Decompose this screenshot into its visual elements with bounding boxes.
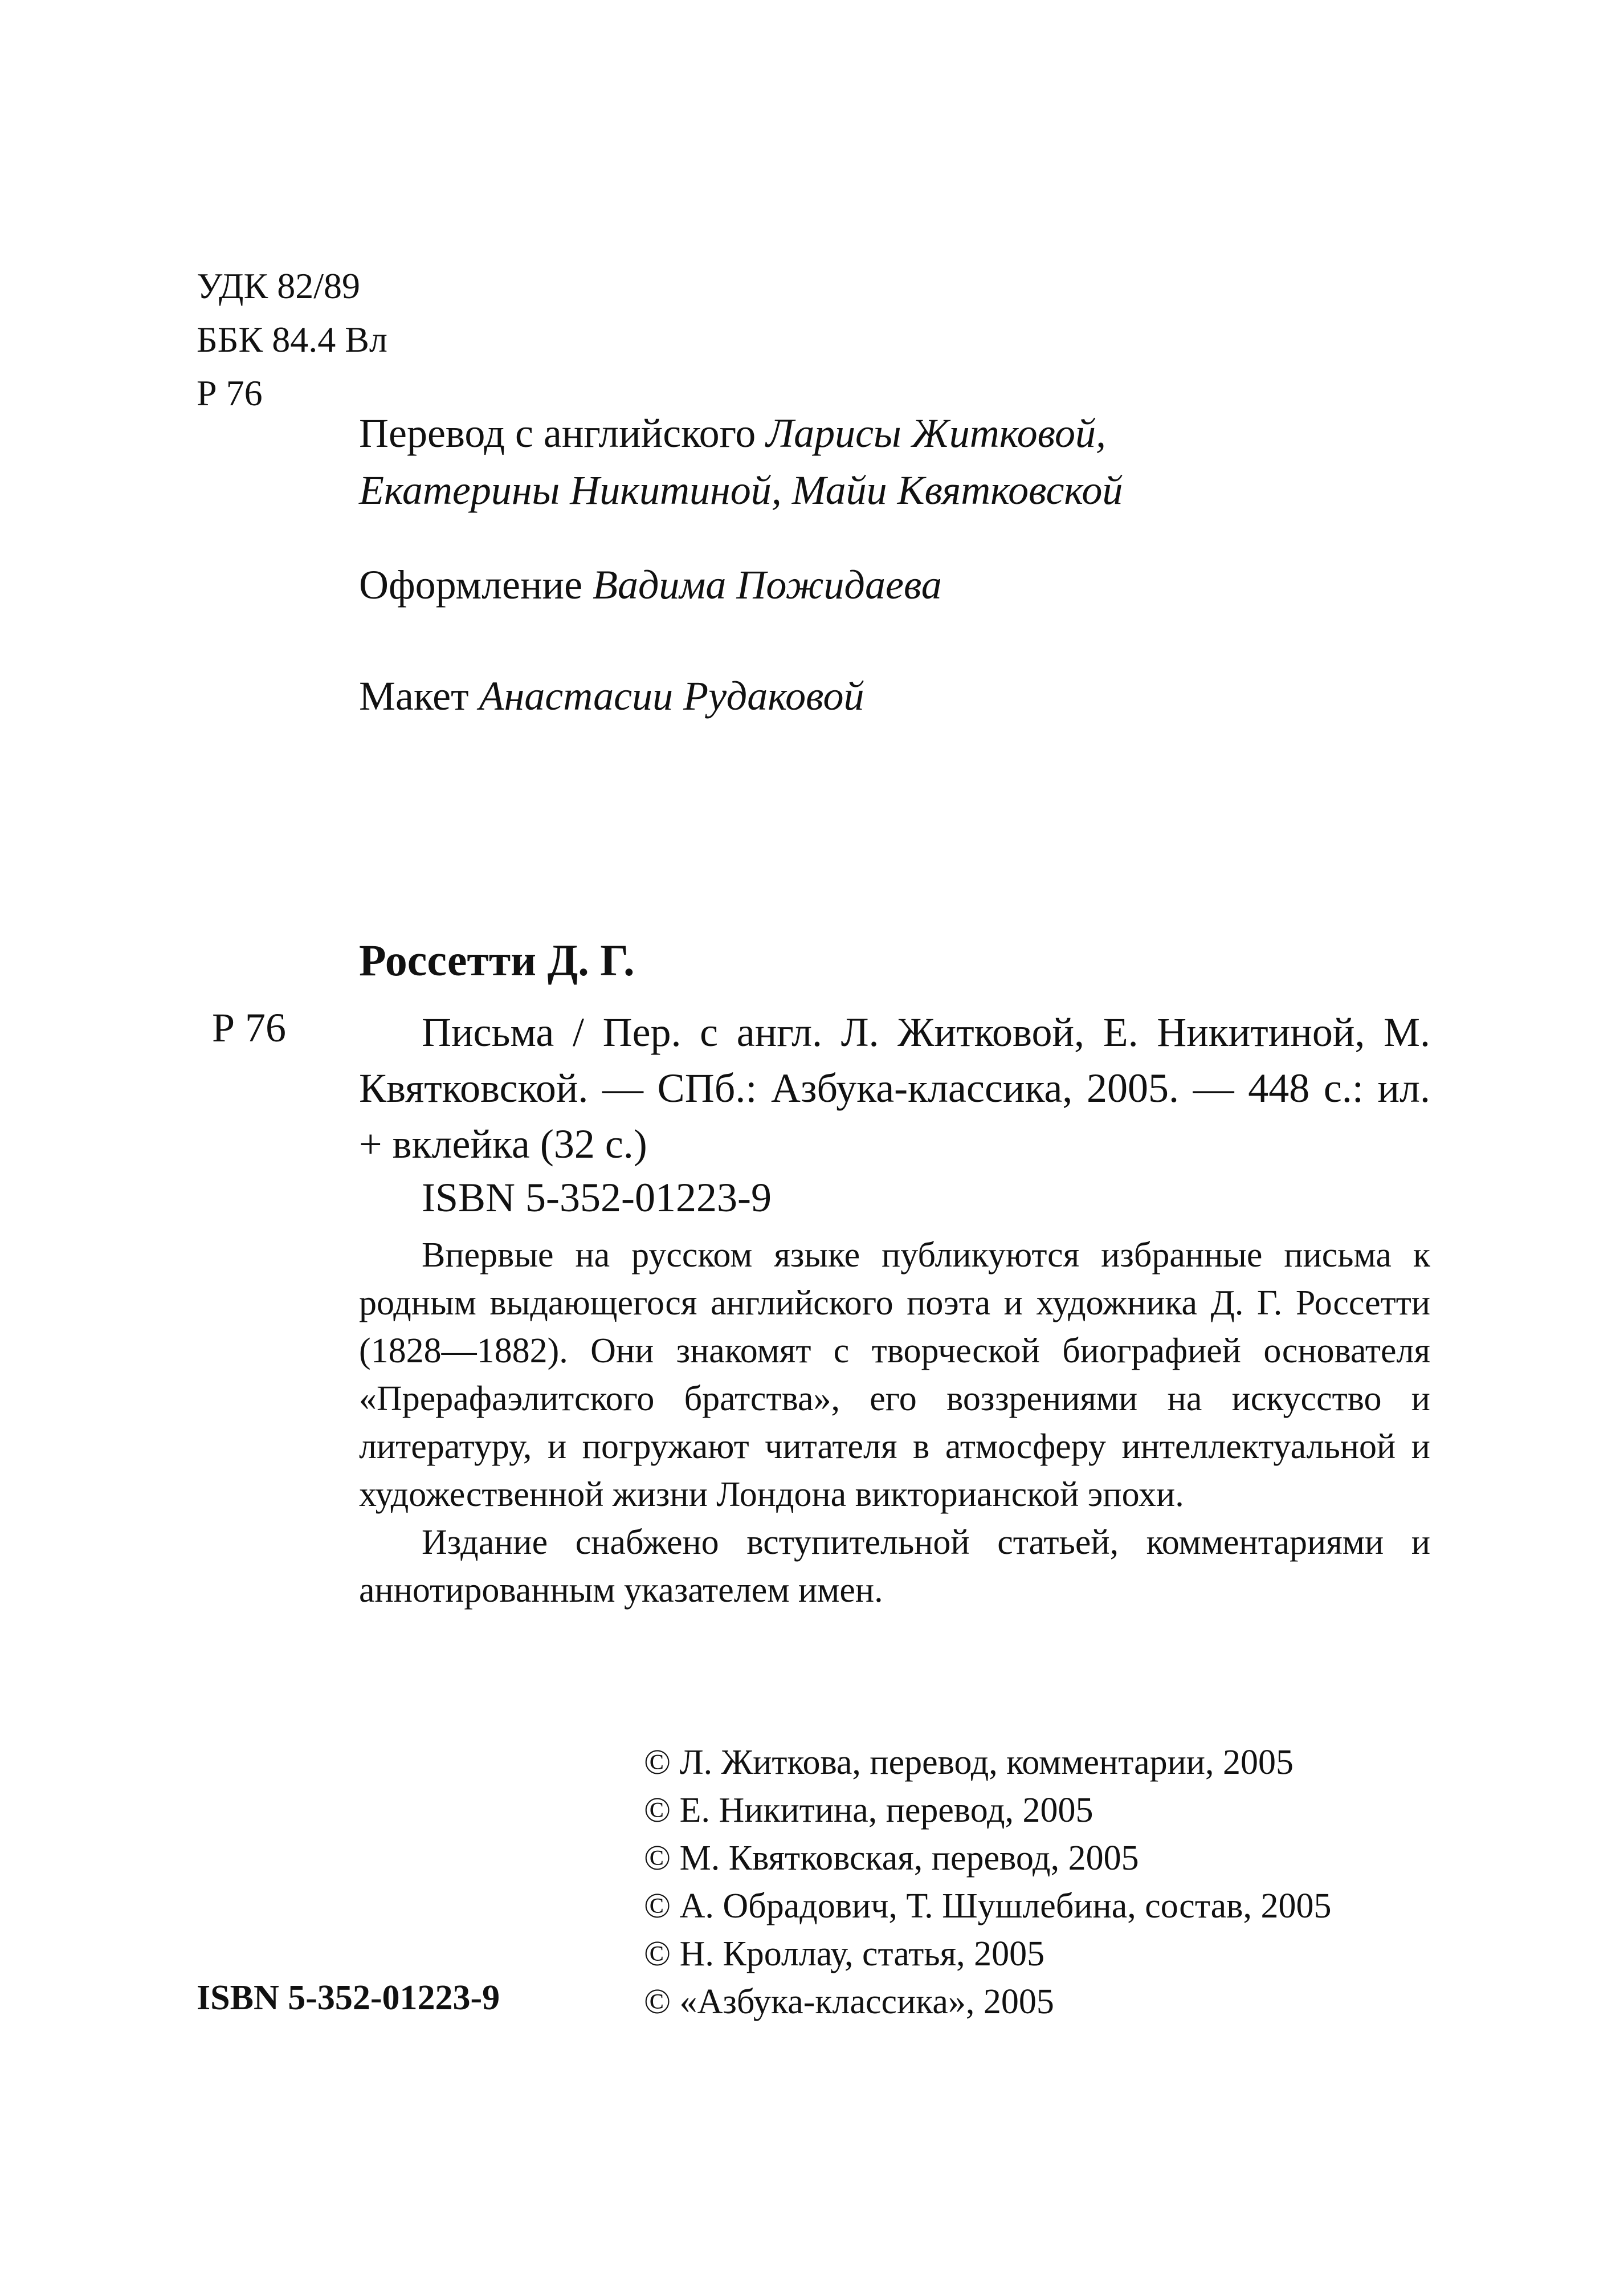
copyright-list [644, 1738, 1331, 2026]
catalog-code: Р 76 [212, 1005, 287, 1051]
annotation-paragraph-1: Впервые на русском языке публикуются избранные письма к родным выдающегося английского поэта и художника Д. Г. Россетти (1828—1882). Они знакомят с творческой биографией основателя «Прерафаэлитского братства», его воззрениями на искусство и литературу, и погружают читателя в атмосферу интеллектуальной и художественной жизни Лондона викторианской эпохи. [359, 1236, 1430, 1514]
classification-codes [197, 259, 387, 420]
bbk-code: ББК 84.4 Вл [197, 319, 387, 360]
layout-credit [359, 667, 1123, 724]
copyright-line: © «Азбука-классика», 2005 [644, 1982, 1054, 2021]
catalog-isbn: ISBN 5-352-01223-9 [422, 1175, 772, 1220]
translators-line1: Ларисы Житковой, [766, 410, 1106, 456]
translation-credit-line1 [359, 405, 1123, 462]
isbn-bottom: ISBN 5-352-01223-9 [197, 1978, 500, 2017]
translation-credit-line2 [359, 462, 1123, 519]
layout-name: Анастасии Рудаковой [479, 673, 864, 719]
catalog-description: Письма / Пер. с англ. Л. Житковой, Е. Никитиной, М. Квятковской. — СПб.: Азбука-классика, 2005. — 448 с.: ил. + вклейка (32 с.) [359, 1009, 1430, 1167]
design-label: Оформление [359, 562, 593, 608]
copyright-line: © М. Квятковская, перевод, 2005 [644, 1839, 1139, 1878]
annotation [359, 1231, 1430, 1614]
copyright-line: © Л. Житкова, перевод, комментарии, 2005 [644, 1743, 1294, 1782]
annotation-paragraph-2: Издание снабжено вступительной статьей, комментариями и аннотированным указателем имен. [359, 1523, 1430, 1610]
credits-block [359, 405, 1123, 724]
author-code: Р 76 [197, 373, 263, 413]
translation-label: Перевод с английского [359, 410, 766, 456]
design-name: Вадима Пожидаева [593, 562, 942, 608]
copyright-line: © Н. Кроллау, статья, 2005 [644, 1935, 1045, 1973]
catalog-author: Россетти Д. Г. [359, 935, 635, 985]
layout-label: Макет [359, 673, 479, 719]
copyright-line: © А. Обрадович, Т. Шушлебина, состав, 2005 [644, 1887, 1332, 1925]
translators-line2: Екатерины Никитиной, Майи Квятковской [359, 467, 1123, 513]
design-credit [359, 556, 1123, 613]
copyright-line: © Е. Никитина, перевод, 2005 [644, 1791, 1093, 1830]
udk-code: УДК 82/89 [197, 266, 360, 306]
